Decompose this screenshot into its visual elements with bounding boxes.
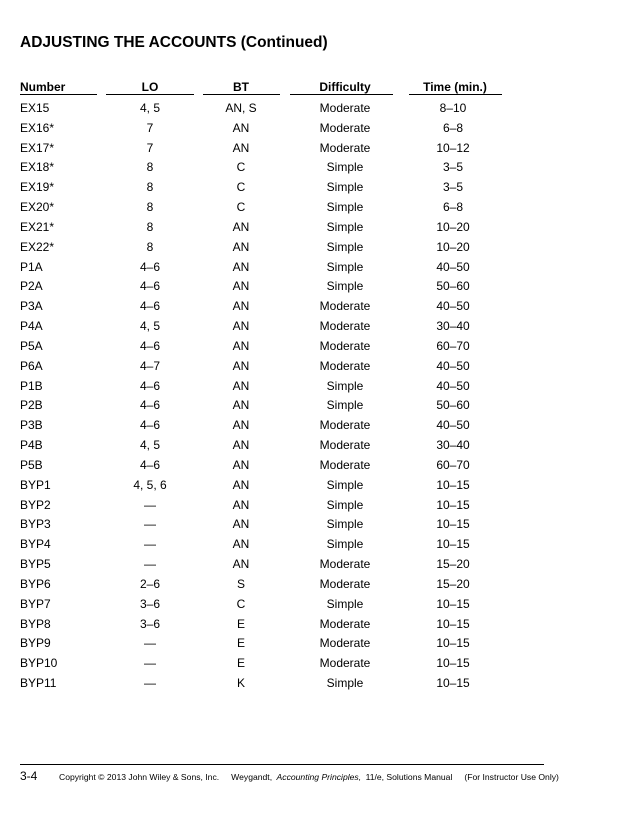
- column-header-number: Number: [20, 80, 66, 94]
- table-row: [0, 356, 638, 376]
- table-row: [0, 197, 638, 217]
- cell-number: EX17*: [20, 140, 55, 155]
- cell-bt: AN: [232, 358, 250, 373]
- cell-bt: AN, S: [225, 101, 257, 115]
- cell-number: BYP1: [20, 477, 51, 492]
- cell-number: EX19*: [20, 180, 55, 195]
- assignment-table: [0, 98, 638, 693]
- table-row: [0, 554, 638, 574]
- cell-lo: —: [144, 636, 156, 651]
- table-row: [0, 257, 638, 277]
- cell-lo: 8: [146, 160, 154, 175]
- table-row: [0, 673, 638, 693]
- cell-time: 50–60: [436, 398, 470, 413]
- cell-difficulty: Simple: [326, 200, 364, 215]
- page-title: ADJUSTING THE ACCOUNTS (Continued): [20, 34, 328, 51]
- cell-bt: K: [236, 676, 246, 691]
- cell-time: 10–15: [436, 537, 470, 552]
- cell-lo: 4–6: [139, 259, 161, 274]
- cell-time: 60–70: [436, 338, 470, 353]
- cell-bt: AN: [232, 497, 250, 512]
- cell-time: 10–12: [436, 140, 470, 155]
- cell-time: 40–50: [436, 259, 470, 274]
- table-row: [0, 98, 638, 118]
- column-header-time: Time (min.): [423, 80, 487, 94]
- cell-lo: 4–6: [139, 378, 161, 393]
- cell-lo: —: [144, 497, 156, 512]
- cell-time: 6–8: [442, 200, 464, 215]
- cell-difficulty: Moderate: [319, 438, 371, 453]
- cell-time: 10–20: [436, 219, 470, 234]
- table-row: [0, 157, 638, 177]
- header-rule-number: [20, 94, 97, 95]
- cell-number: P5B: [20, 457, 43, 472]
- cell-lo: 4–6: [139, 338, 161, 353]
- cell-difficulty: Moderate: [319, 457, 371, 472]
- cell-number: P1A: [20, 259, 43, 274]
- cell-difficulty: Moderate: [319, 319, 371, 334]
- table-row: [0, 653, 638, 673]
- copyright: Copyright © 2013 John Wiley & Sons, Inc.: [59, 772, 220, 782]
- cell-time: 10–15: [436, 477, 470, 492]
- table-row: [0, 574, 638, 594]
- cell-bt: E: [236, 656, 246, 671]
- instructor-note: (For Instructor Use Only): [464, 772, 559, 782]
- cell-difficulty: Moderate: [319, 358, 371, 373]
- cell-lo: 7: [146, 120, 154, 135]
- footer: [20, 767, 559, 785]
- cell-time: 10–15: [436, 656, 470, 671]
- table-row: [0, 276, 638, 296]
- cell-bt: E: [236, 636, 246, 651]
- cell-lo: 4–6: [139, 299, 161, 314]
- cell-bt: AN: [232, 398, 250, 413]
- cell-lo: 8: [146, 200, 154, 215]
- cell-bt: S: [236, 576, 246, 591]
- cell-number: EX16*: [20, 120, 55, 135]
- cell-difficulty: Moderate: [319, 576, 371, 591]
- cell-time: 10–15: [436, 596, 470, 611]
- cell-difficulty: Simple: [326, 219, 364, 234]
- cell-time: 3–5: [442, 180, 464, 195]
- cell-lo: 4, 5: [139, 101, 161, 115]
- cell-time: 30–40: [436, 319, 470, 334]
- cell-number: BYP11: [20, 676, 57, 691]
- cell-number: EX15: [20, 101, 50, 115]
- table-row: [0, 594, 638, 614]
- cell-bt: E: [236, 616, 246, 631]
- cell-bt: AN: [232, 120, 250, 135]
- cell-difficulty: Simple: [326, 180, 364, 195]
- cell-lo: 7: [146, 140, 154, 155]
- cell-lo: 4, 5, 6: [133, 477, 167, 492]
- cell-difficulty: Simple: [326, 537, 364, 552]
- cell-number: BYP8: [20, 616, 51, 631]
- cell-difficulty: Moderate: [319, 557, 371, 572]
- cell-bt: AN: [232, 378, 250, 393]
- cell-lo: 4–7: [139, 358, 161, 373]
- cell-difficulty: Moderate: [319, 338, 371, 353]
- table-row: [0, 415, 638, 435]
- cell-difficulty: Moderate: [319, 120, 371, 135]
- table-row: [0, 237, 638, 257]
- cell-number: BYP10: [20, 656, 58, 671]
- cell-lo: —: [144, 517, 156, 532]
- cell-number: P6A: [20, 358, 43, 373]
- cell-number: EX18*: [20, 160, 55, 175]
- cell-lo: 8: [146, 180, 154, 195]
- cell-number: EX22*: [20, 239, 55, 254]
- cell-time: 8–10: [439, 101, 467, 115]
- cell-number: P2A: [20, 279, 43, 294]
- table-row: [0, 336, 638, 356]
- cell-bt: AN: [232, 140, 250, 155]
- cell-lo: 3–6: [139, 616, 161, 631]
- column-header-difficulty: Difficulty: [319, 80, 371, 94]
- table-row: [0, 514, 638, 534]
- table-row: [0, 296, 638, 316]
- cell-bt: AN: [232, 319, 250, 334]
- cell-time: 10–15: [436, 676, 470, 691]
- cell-bt: AN: [232, 438, 250, 453]
- cell-lo: 8: [146, 219, 154, 234]
- table-row: [0, 118, 638, 138]
- cell-difficulty: Simple: [326, 477, 364, 492]
- cell-bt: AN: [232, 477, 250, 492]
- cell-bt: AN: [232, 338, 250, 353]
- cell-difficulty: Moderate: [319, 616, 371, 631]
- cell-time: 10–20: [436, 239, 470, 254]
- cell-bt: AN: [232, 517, 250, 532]
- table-row: [0, 633, 638, 653]
- cell-bt: AN: [232, 457, 250, 472]
- cell-time: 10–15: [436, 517, 470, 532]
- cell-bt: AN: [232, 259, 250, 274]
- cell-time: 40–50: [436, 358, 470, 373]
- table-row: [0, 614, 638, 634]
- table-row: [0, 435, 638, 455]
- cell-difficulty: Simple: [326, 517, 364, 532]
- cell-difficulty: Moderate: [319, 299, 371, 314]
- cell-lo: —: [144, 537, 156, 552]
- table-row: [0, 217, 638, 237]
- cell-bt: AN: [232, 418, 250, 433]
- cell-number: P4B: [20, 438, 43, 453]
- header-rule-time: [409, 94, 502, 95]
- cell-time: 40–50: [436, 418, 470, 433]
- cell-bt: AN: [232, 279, 250, 294]
- cell-number: BYP7: [20, 596, 51, 611]
- book-title: Accounting Principles,: [276, 772, 362, 782]
- cell-difficulty: Moderate: [319, 656, 371, 671]
- author: Weygandt,: [231, 772, 273, 782]
- column-header-lo: LO: [141, 80, 159, 94]
- table-row: [0, 395, 638, 415]
- cell-time: 30–40: [436, 438, 470, 453]
- column-header-bt: BT: [233, 80, 249, 94]
- cell-time: 15–20: [436, 576, 470, 591]
- page-number: 3-4: [20, 769, 38, 783]
- cell-number: BYP4: [20, 537, 51, 552]
- cell-lo: 4, 5: [139, 438, 161, 453]
- cell-lo: —: [144, 656, 156, 671]
- cell-time: 6–8: [442, 120, 464, 135]
- cell-number: BYP2: [20, 497, 51, 512]
- table-row: [0, 177, 638, 197]
- cell-bt: AN: [232, 299, 250, 314]
- cell-time: 50–60: [436, 279, 470, 294]
- header-rule-difficulty: [290, 94, 393, 95]
- cell-lo: 4–6: [139, 279, 161, 294]
- table-row: [0, 475, 638, 495]
- cell-number: BYP3: [20, 517, 51, 532]
- cell-difficulty: Simple: [326, 239, 364, 254]
- cell-difficulty: Simple: [326, 259, 364, 274]
- table-row: [0, 316, 638, 336]
- cell-number: EX21*: [20, 219, 55, 234]
- cell-number: P2B: [20, 398, 43, 413]
- cell-lo: 4–6: [139, 457, 161, 472]
- cell-number: P1B: [20, 378, 43, 393]
- cell-lo: 4, 5: [139, 319, 161, 334]
- cell-number: P5A: [20, 338, 43, 353]
- cell-time: 15–20: [436, 557, 470, 572]
- cell-difficulty: Simple: [326, 398, 364, 413]
- cell-difficulty: Moderate: [319, 140, 371, 155]
- cell-time: 10–15: [436, 636, 470, 651]
- cell-number: BYP6: [20, 576, 51, 591]
- cell-lo: 3–6: [139, 596, 161, 611]
- cell-bt: AN: [232, 239, 250, 254]
- table-row: [0, 138, 638, 158]
- footer-rule: [20, 764, 544, 765]
- cell-bt: C: [236, 180, 246, 195]
- cell-difficulty: Simple: [326, 676, 364, 691]
- cell-bt: C: [236, 200, 246, 215]
- cell-time: 3–5: [442, 160, 464, 175]
- cell-difficulty: Moderate: [319, 418, 371, 433]
- cell-time: 60–70: [436, 457, 470, 472]
- cell-lo: 8: [146, 239, 154, 254]
- cell-number: EX20*: [20, 200, 55, 215]
- cell-lo: —: [144, 557, 156, 572]
- cell-time: 10–15: [436, 616, 470, 631]
- cell-bt: AN: [232, 219, 250, 234]
- cell-number: BYP5: [20, 557, 51, 572]
- cell-time: 10–15: [436, 497, 470, 512]
- table-row: [0, 534, 638, 554]
- cell-lo: 2–6: [139, 576, 161, 591]
- cell-number: P3A: [20, 299, 43, 314]
- cell-difficulty: Simple: [326, 596, 364, 611]
- header-rule-bt: [203, 94, 280, 95]
- cell-number: P4A: [20, 319, 43, 334]
- cell-difficulty: Simple: [326, 160, 364, 175]
- cell-time: 40–50: [436, 378, 470, 393]
- table-row: [0, 455, 638, 475]
- cell-difficulty: Simple: [326, 279, 364, 294]
- table-row: [0, 495, 638, 515]
- cell-bt: C: [236, 160, 246, 175]
- cell-number: BYP9: [20, 636, 51, 651]
- cell-difficulty: Simple: [326, 378, 364, 393]
- cell-difficulty: Simple: [326, 497, 364, 512]
- cell-difficulty: Moderate: [319, 636, 371, 651]
- cell-number: P3B: [20, 418, 43, 433]
- cell-time: 40–50: [436, 299, 470, 314]
- cell-difficulty: Moderate: [319, 101, 371, 115]
- cell-lo: 4–6: [139, 418, 161, 433]
- cell-bt: AN: [232, 557, 250, 572]
- header-rule-lo: [106, 94, 194, 95]
- cell-lo: —: [144, 676, 156, 691]
- edition: 11/e, Solutions Manual: [365, 772, 453, 782]
- cell-lo: 4–6: [139, 398, 161, 413]
- table-row: [0, 376, 638, 396]
- cell-bt: AN: [232, 537, 250, 552]
- cell-bt: C: [236, 596, 246, 611]
